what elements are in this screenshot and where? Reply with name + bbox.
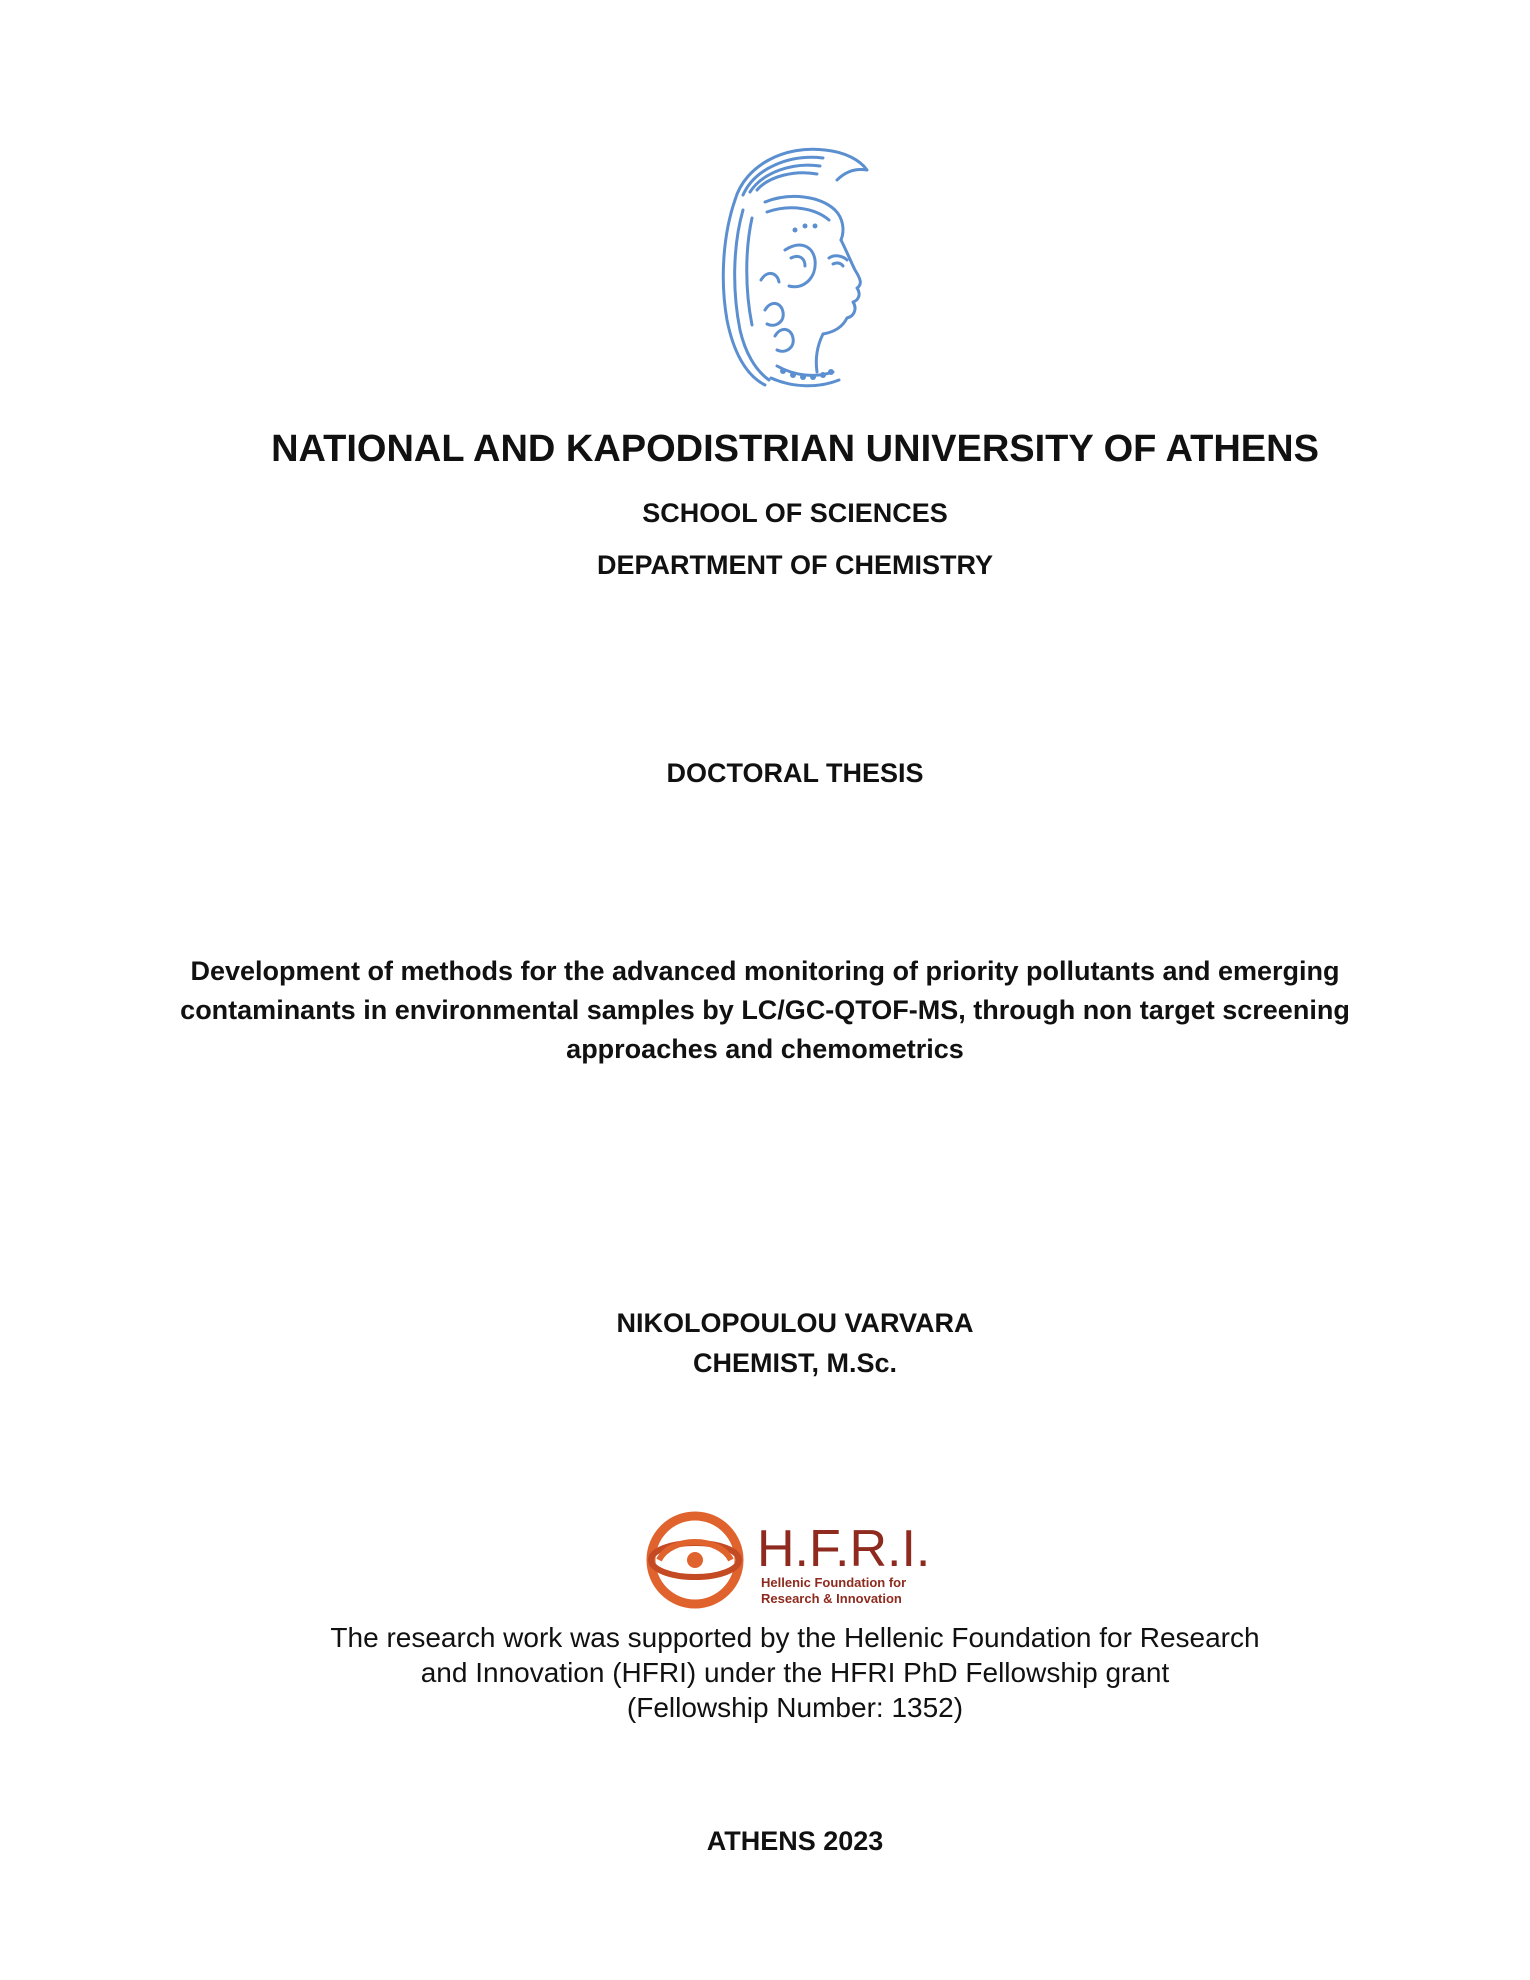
- hfri-emblem-icon: [651, 1516, 739, 1604]
- hfri-logo: [645, 1510, 945, 1610]
- school-name: SCHOOL OF SCIENCES: [642, 498, 948, 528]
- department-name: DEPARTMENT OF CHEMISTRY: [597, 550, 993, 580]
- author-title: CHEMIST, M.Sc.: [692, 1348, 898, 1378]
- university-name: NATIONAL AND KAPODISTRIAN UNIVERSITY OF ATHENS: [271, 428, 1319, 470]
- funding-line: and Innovation (HFRI) under the HFRI PhD Fellowship grant: [420, 1657, 1170, 1688]
- hfri-name-line2: Research & Innovation: [761, 1591, 902, 1606]
- athena-head-logo: [705, 140, 880, 390]
- funding-line: (Fellowship Number: 1352): [626, 1692, 964, 1723]
- author-name: NIKOLOPOULOU VARVARA: [616, 1308, 974, 1338]
- funding-acknowledgement: [245, 1620, 1345, 1725]
- document-type: DOCTORAL THESIS: [666, 758, 924, 788]
- thesis-title: Development of methods for the advanced monitoring of priority pollutants and emerging contaminants in environmental samples by LC/GC-QTOF-MS, through non target screening approaches and chemometrics: [180, 956, 1350, 1064]
- funding-line: The research work was supported by the Hellenic Foundation for Research: [330, 1622, 1260, 1653]
- hfri-name-line1: Hellenic Foundation for: [761, 1575, 907, 1590]
- hfri-acronym: H.F.R.I.: [757, 1520, 931, 1578]
- place-and-year: ATHENS 2023: [706, 1826, 884, 1856]
